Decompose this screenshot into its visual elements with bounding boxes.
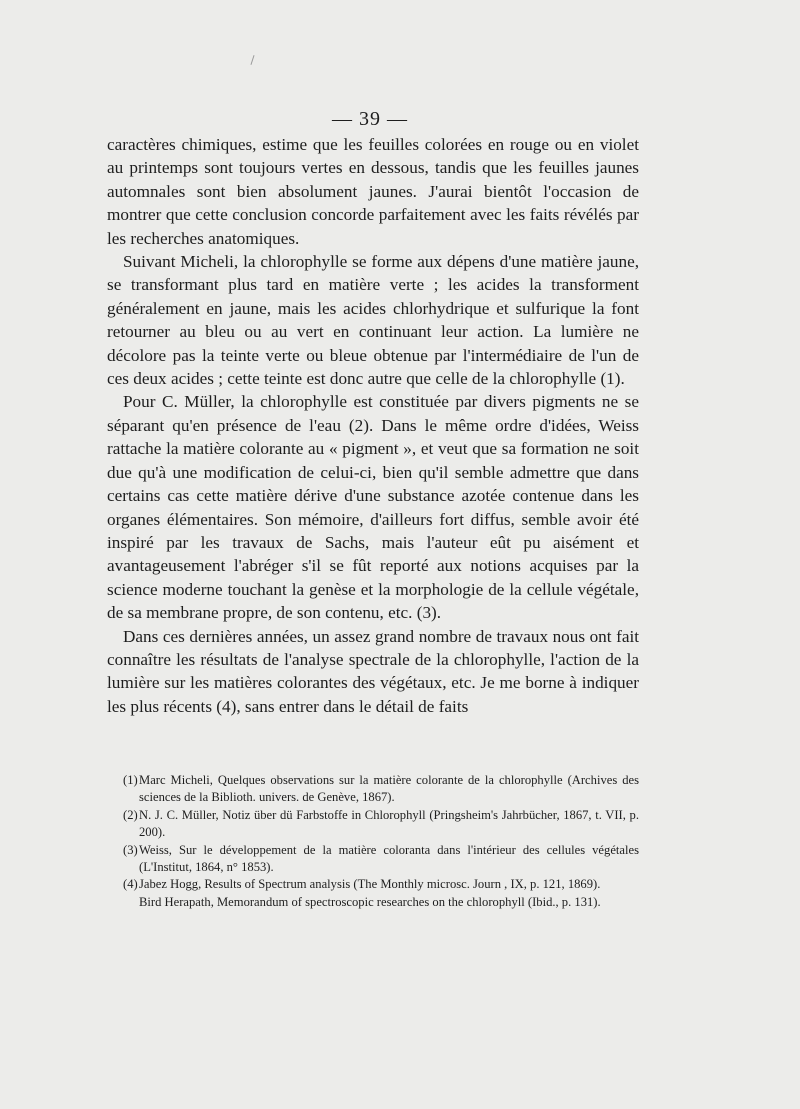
footnote-text: Jabez Hogg, Results of Spectrum analysis (The Monthly microsc. Journ , IX, p. 121, 1869).	[139, 877, 601, 892]
footnotes	[107, 772, 639, 911]
body-text	[107, 133, 639, 718]
footnote-text: N. J. C. Müller, Notiz über dü Farbstoffe in Chlorophyll (Pringsheim's Jahrbücher, 1867, t. VII, p. 200).	[139, 807, 639, 840]
page-number: — 39 —	[332, 108, 408, 130]
paragraph-1: caractères chimiques, estime que les feuilles colorées en rouge ou en violet au printemps sont toujours vertes en dessous, tandis que les feuilles jaunes automnales sont bien absolument jaunes. J'aurai bientôt l'occasion de montrer que cette conclusion concorde parfaitement avec les faits révélés par les recherches anatomiques.	[107, 135, 639, 248]
footnote-marker: (2)	[123, 807, 138, 822]
stray-ink-mark	[250, 55, 254, 65]
footnote-4	[107, 876, 639, 893]
footnote-text: Bird Herapath, Memorandum of spectroscopic researches on the chlorophyll (Ibid., p. 131).	[139, 894, 601, 909]
footnote-text: Marc Micheli, Quelques observations sur la matière colorante de la chlorophylle (Archives des sciences de la Biblioth. univers. de Genève, 1867).	[139, 773, 639, 805]
footnote-4-continued	[107, 894, 639, 911]
footnote-2	[107, 807, 639, 842]
paragraph-3: Pour C. Müller, la chlorophylle est constituée par divers pigments ne se séparant qu'en présence de l'eau (2). Dans le même ordre d'idées, Weiss rattache la matière colorante au « pigment », et veut que sa formation ne soit due qu'à une modification de celui-ci, bien qu'il semble admettre que dans certains cas cette matière dérive d'une substance azotée contenue dans les organes élémentaires. Son mémoire, d'ailleurs fort diffus, semble avoir été inspiré par les travaux de Sachs, mais l'auteur eût pu aisément et avantageusement l'abréger s'il se fût reporté aux notions acquises par la science moderne touchant la genèse et la morphologie de la cellule végétale, de sa membrane propre, de son contenu, etc. (3).	[107, 392, 639, 623]
footnote-1	[107, 772, 639, 807]
footnote-marker: (4)	[123, 877, 138, 892]
footnote-3	[107, 842, 639, 877]
paragraph-2: Suivant Micheli, la chlorophylle se forme aux dépens d'une matière jaune, se transformant plus tard en matière verte ; les acides la transforment généralement en jaune, mais les acides chlorhydrique et sulfurique la font retourner au bleu ou au vert en continuant leur action. La lumière ne décolore pas la teinte verte ou bleue obtenue par l'intermédiaire de l'un de ces deux acides ; cette teinte est donc autre que celle de la chlorophylle (1).	[107, 252, 639, 389]
paragraph-4: Dans ces dernières années, un assez grand nombre de travaux nous ont fait connaître les résultats de l'analyse spectrale de la chlorophylle, l'action de la lumière sur les matières colorantes des végétaux, etc. Je me borne à indiquer les plus récents (4), sans entrer dans le détail de faits	[107, 626, 639, 716]
footnote-marker: (3)	[123, 842, 138, 857]
footnote-marker: (1)	[123, 773, 138, 787]
footnote-text: Weiss, Sur le développement de la matière coloranta dans l'intérieur des cellules végétales (L'Institut, 1864, n° 1853).	[139, 842, 639, 875]
